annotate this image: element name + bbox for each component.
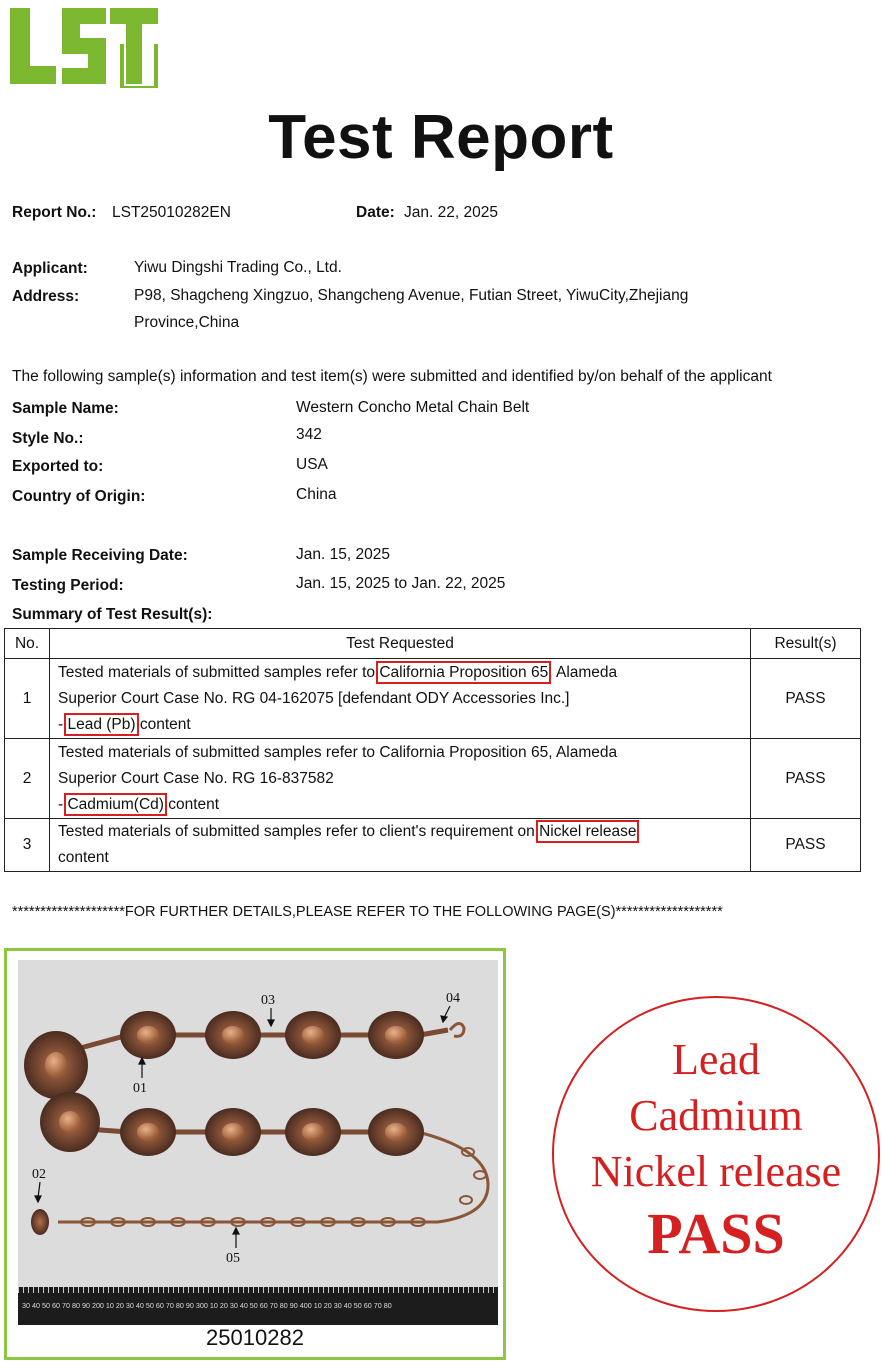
label-04: 04 bbox=[446, 991, 460, 1006]
row-text: content bbox=[135, 715, 191, 733]
highlight-prop65: California Proposition 65 bbox=[379, 663, 549, 681]
lst-logo bbox=[10, 4, 160, 88]
exported-to-value: USA bbox=[296, 456, 328, 473]
row-text: Superior Court Case No. RG 04-162075 [defendant ODY Accessories Inc.] bbox=[58, 689, 570, 707]
stamp-lead: Lead bbox=[672, 1035, 760, 1084]
row-text: - bbox=[58, 795, 68, 813]
sample-photo bbox=[18, 960, 498, 1325]
date-label: Date: bbox=[356, 204, 395, 221]
report-no-label: Report No.: bbox=[12, 204, 97, 221]
highlight-lead: Lead (Pb) bbox=[67, 715, 136, 733]
row-test-requested bbox=[50, 659, 751, 739]
row-text: Tested materials of submitted samples refer to California Proposition 65, Alameda bbox=[58, 743, 618, 761]
date-value: Jan. 22, 2025 bbox=[404, 204, 498, 221]
address-line-2: Province,China bbox=[134, 314, 240, 331]
highlight-nickel: Nickel release bbox=[539, 823, 637, 840]
intro-text: The following sample(s) information and test item(s) were submitted and identified by/on behalf of the applicant bbox=[12, 368, 772, 385]
origin-value: China bbox=[296, 486, 337, 503]
summary-title: Summary of Test Result(s): bbox=[12, 606, 213, 623]
row-no: 2 bbox=[5, 739, 50, 819]
row-text: Superior Court Case No. RG 16-837582 bbox=[58, 769, 334, 787]
stamp-nickel-release: Nickel release bbox=[590, 1147, 842, 1196]
table-row bbox=[5, 739, 861, 819]
page-title: Test Report bbox=[268, 103, 614, 172]
row-text: content bbox=[163, 795, 220, 813]
row-text: Tested materials of submitted samples refer to client's requirement on bbox=[58, 823, 540, 840]
row-text: , Alameda bbox=[548, 663, 618, 681]
receiving-value: Jan. 15, 2025 bbox=[296, 546, 390, 563]
style-no-value: 342 bbox=[296, 426, 322, 443]
highlight-cadmium: Cadmium(Cd) bbox=[67, 795, 164, 813]
testing-value: Jan. 15, 2025 to Jan. 22, 2025 bbox=[296, 575, 506, 592]
testing-label: Testing Period: bbox=[12, 577, 124, 594]
applicant-label: Applicant: bbox=[12, 260, 88, 277]
summary-table bbox=[4, 628, 861, 872]
sample-photo-frame bbox=[4, 948, 506, 1360]
row-text: content bbox=[58, 849, 109, 866]
stamp-pass: PASS bbox=[647, 1201, 785, 1266]
row-no: 1 bbox=[5, 659, 50, 739]
row-test-requested bbox=[50, 819, 751, 872]
label-03: 03 bbox=[261, 993, 275, 1008]
sample-name-label: Sample Name: bbox=[12, 400, 119, 417]
stamp-cadmium: Cadmium bbox=[629, 1091, 803, 1140]
style-no-label: Style No.: bbox=[12, 430, 84, 447]
footer-note: ********************FOR FURTHER DETAILS,PLEASE REFER TO THE FOLLOWING PAGE(S)******************* bbox=[12, 904, 723, 920]
label-01: 01 bbox=[133, 1081, 147, 1096]
header-results: Result(s) bbox=[751, 629, 861, 659]
header-no: No. bbox=[5, 629, 50, 659]
ruler-numbers: 30 40 50 60 70 80 90 200 10 20 30 40 50 60 70 80 90 300 10 20 30 40 50 60 70 80 90 400 10 20 30 40 50 60 70 80 bbox=[22, 1301, 392, 1310]
table-header-row bbox=[5, 629, 861, 659]
exported-to-label: Exported to: bbox=[12, 458, 104, 475]
origin-label: Country of Origin: bbox=[12, 488, 146, 505]
row-test-requested bbox=[50, 739, 751, 819]
table-row bbox=[5, 659, 861, 739]
belt-illustration bbox=[18, 960, 498, 1325]
header-test-requested: Test Requested bbox=[50, 629, 751, 659]
row-text: Tested materials of submitted samples refer to bbox=[58, 663, 380, 681]
report-no-value: LST25010282EN bbox=[112, 204, 231, 221]
row-result: PASS bbox=[751, 819, 861, 872]
address-label: Address: bbox=[12, 288, 80, 305]
label-05: 05 bbox=[226, 1251, 240, 1266]
address-line-1: P98, Shagcheng Xingzuo, Shangcheng Avenue, Futian Street, YiwuCity,Zhejiang bbox=[134, 287, 689, 304]
row-result: PASS bbox=[751, 659, 861, 739]
photo-id: 25010282 bbox=[206, 1325, 304, 1350]
table-row bbox=[5, 819, 861, 872]
applicant-value: Yiwu Dingshi Trading Co., Ltd. bbox=[134, 259, 342, 276]
ruler bbox=[18, 1287, 498, 1325]
ruler-ticks bbox=[18, 1287, 498, 1293]
receiving-label: Sample Receiving Date: bbox=[12, 547, 188, 564]
row-no: 3 bbox=[5, 819, 50, 872]
row-text: - bbox=[58, 715, 68, 733]
sample-name-value: Western Concho Metal Chain Belt bbox=[296, 399, 530, 416]
row-result: PASS bbox=[751, 739, 861, 819]
label-02: 02 bbox=[32, 1167, 46, 1182]
